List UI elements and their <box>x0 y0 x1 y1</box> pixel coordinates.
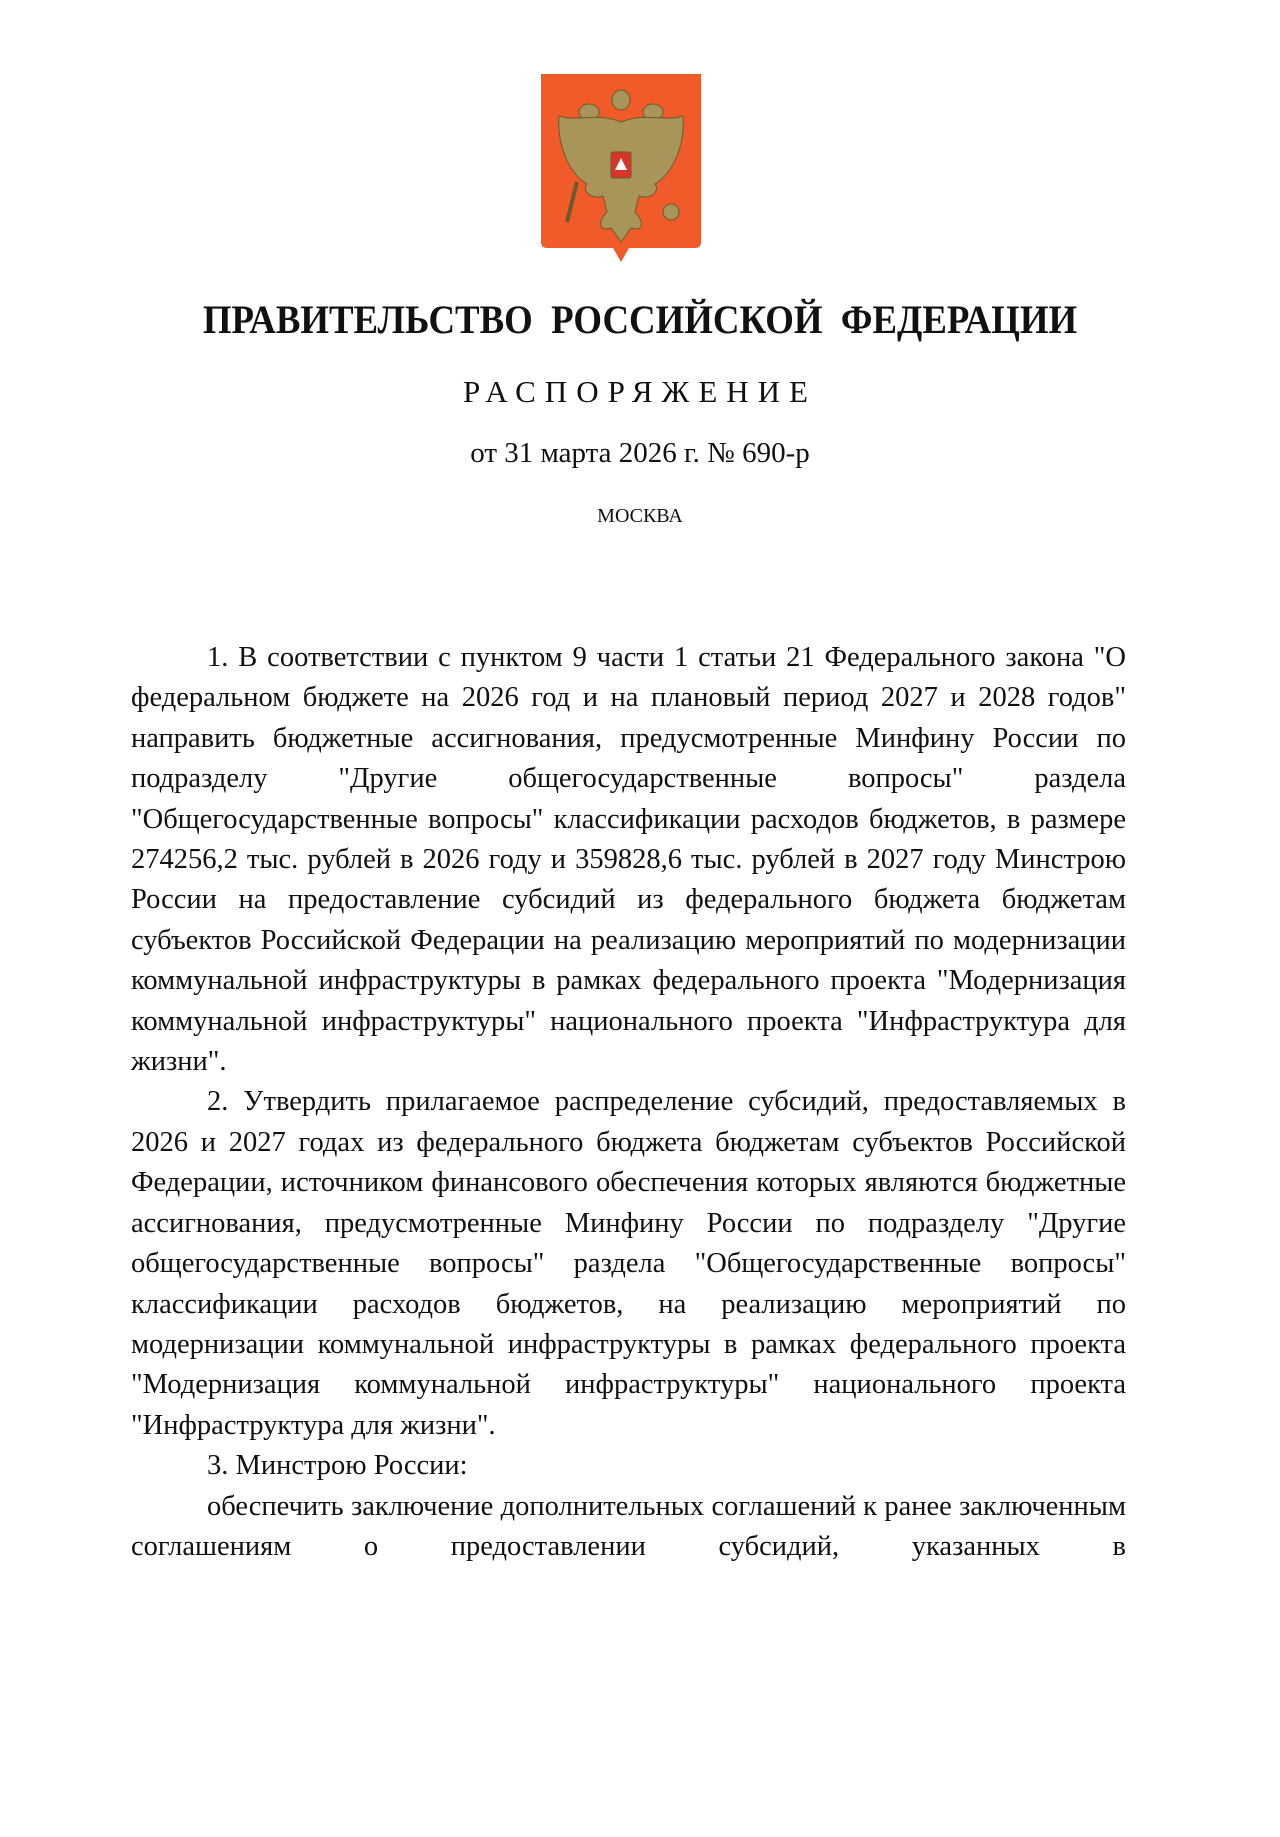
paragraph-3: 3. Минстрою России: <box>207 1450 468 1482</box>
city: МОСКВА <box>597 505 683 527</box>
paragraph-2: 2. Утвердить прилагаемое распределение субсидий, предоставляемых в 2026 и 2027 годах из федерального бюджета бюджетам субъектов Российской Федерации, источником финансового обеспечения которых являются бюджетные ассигнования, предусмотренные Минфину России по подразделу "Другие общегосударственные вопросы" раздела "Общегосударственные вопросы" классификации расходов бюджетов, на реализацию мероприятий по модернизации коммунальной инфраструктуры в рамках федерального проекта "Модернизация коммунальной инфраструктуры" национального проекта "Инфраструктура для жизни". <box>131 1086 1126 1441</box>
document-type: РАСПОРЯЖЕНИЕ <box>463 374 817 409</box>
paragraph-1: 1. В соответствии с пунктом 9 части 1 статьи 21 Федерального закона "О федеральном бюджете на 2026 год и на плановый период 2027 и 2028 годов" направить бюджетные ассигнования, предусмотренные Минфину России по подразделу "Другие общегосударственные вопросы" раздела "Общегосударственные вопросы" классификации расходов бюджетов, в размере 274256,2 тыс. рублей в 2026 году и 359828,6 тыс. рублей в 2027 году Минстрою России на предоставление субсидий из федерального бюджета бюджетам субъектов Российской Федерации на реализацию мероприятий по модернизации коммунальной инфраструктуры в рамках федерального проекта "Модернизация коммунальной инфраструктуры" национального проекта "Инфраструктура для жизни". <box>131 642 1126 1078</box>
emblem-graphic <box>537 72 705 264</box>
document-body <box>131 638 1126 1567</box>
date-and-number: от 31 марта 2026 г. № 690-р <box>470 437 810 469</box>
paragraph-3-item: обеспечить заключение дополнительных соглашений к ранее заключенным соглашениям о предоставлении субсидий, указанных в <box>131 1490 1126 1562</box>
coat-of-arms-icon <box>537 72 705 264</box>
organization-title: ПРАВИТЕЛЬСТВО РОССИЙСКОЙ ФЕДЕРАЦИИ <box>202 297 1078 342</box>
